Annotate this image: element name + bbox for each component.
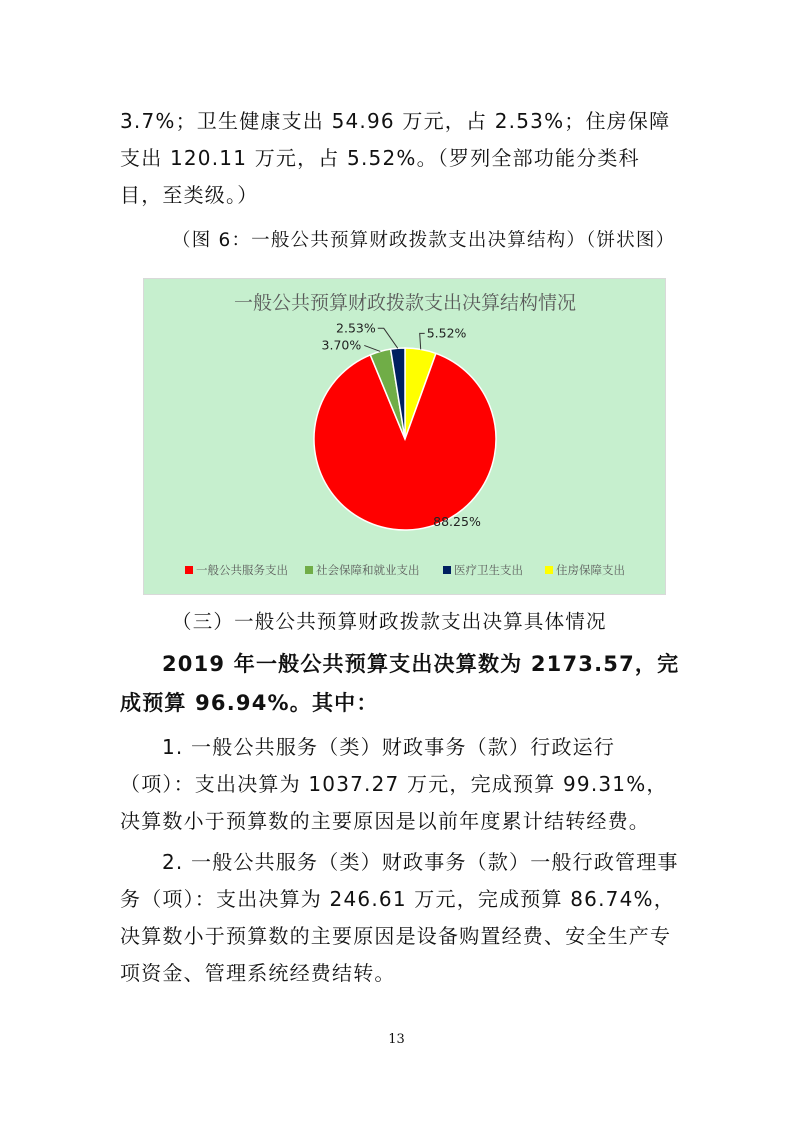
pie-leader-1 [364,345,380,351]
section-heading: （三）一般公共预算财政拨款支出决算具体情况 [172,610,607,633]
legend-label-3: 住房保障支出 [556,563,625,577]
body-paragraph-expenditure-breakdown: 3.7%；卫生健康支出 54.96 万元，占 2.53%；住房保障支出 120.11 万元，占 5.52%。（罗列全部功能分类科目，至类级。） [120,109,671,207]
pie-chart [143,278,666,595]
chart-title: 一般公共预算财政拨款支出决算结构情况 [233,292,577,314]
pie-label-2: 2.53% [336,320,376,336]
legend-swatch-1 [305,566,313,574]
legend-swatch-0 [185,566,193,574]
pie-label-1: 3.70% [321,337,362,353]
legend-swatch-2 [443,566,451,574]
item-1-paragraph: 1. 一般公共服务（类）财政事务（款）行政运行（项）：支出决算为 1037.27 万元，完成预算 99.31%，决算数小于预算数的主要原因是以前年度累计结转经费。 [120,735,668,833]
item-2-paragraph: 2. 一般公共服务（类）财政事务（款）一般行政管理事务（项）：支出决算为 246.61 万元，完成预算 86.74%，决算数小于预算数的主要原因是设备购置经费、安全生产专项资金、管理系统经费结转。 [120,850,679,985]
legend-label-0: 一般公共服务支出 [196,563,288,577]
pie-chart-svg [144,279,665,594]
legend-swatch-3 [545,566,553,574]
pie-label-0: 88.25% [433,514,481,529]
pie-leader-3 [420,333,425,349]
legend-label-1: 社会保障和就业支出 [316,563,420,577]
summary-paragraph: 2019 年一般公共预算支出决算数为 2173.57，完成预算 96.94%。其中： [120,652,680,715]
page-number: 13 [388,1032,405,1047]
pie-leader-2 [378,328,398,348]
figure-caption: （图 6：一般公共预算财政拨款支出决算结构）（饼状图） [172,230,676,251]
pie-label-3: 5.52% [426,325,467,341]
legend-label-2: 医疗卫生支出 [454,563,523,577]
